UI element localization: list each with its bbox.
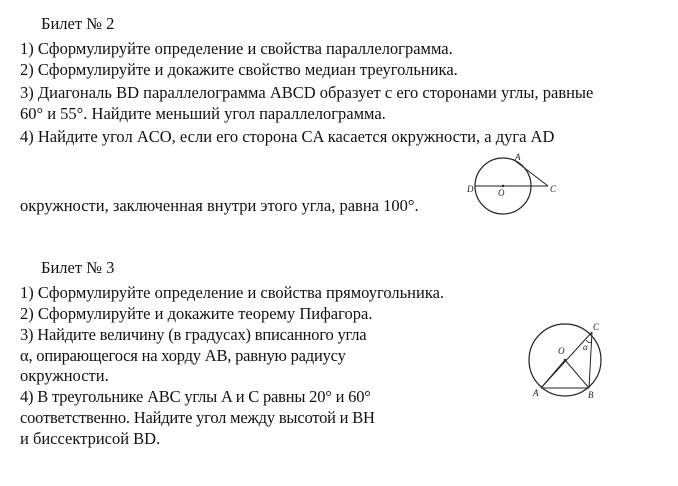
center-point [564,359,566,361]
ticket-3-item-2: 2) Сформулируйте и докажите теорему Пифагора. [20,304,373,323]
inscribed-angle-figure [525,318,615,408]
label-a: A [515,152,521,162]
tangent-circle-figure [467,148,580,228]
label-d: D [467,184,474,194]
radius-ob [565,360,589,388]
label-c: C [550,184,557,194]
ticket-2-item-3: 3) Диагональ BD параллелограмма ABCD образует с его сторонами углы, равные [20,83,594,102]
ticket-2-item-2: 2) Сформулируйте и докажите свойство медиан треугольника. [20,60,458,79]
ticket-3-item-1: 1) Сформулируйте определение и свойства прямоугольника. [20,283,445,302]
ticket-2-item-4: 4) Найдите угол ACO, если его сторона CA касается окружности, а дуга AD [20,127,555,146]
ticket-3-item-4-cont: соответственно. Найдите угол между высотой и BH [20,408,375,427]
label-alpha: α [583,342,588,352]
center-point [502,185,504,187]
ticket-2-item-1: 1) Сформулируйте определение и свойства параллелограмма. [20,39,453,58]
label-a: A [533,388,539,398]
ticket-2-item-4-cont: окружности, заключенная внутри этого угла, равна 100°. [20,196,419,215]
ticket-3-item-3: 3) Найдите величину (в градусах) вписанного угла [20,325,367,344]
ticket-3-title: Билет № 3 [41,258,115,277]
line-ca [541,332,592,388]
label-b: B [588,390,594,400]
ticket-3-item-3-cont2: окружности. [20,366,109,385]
label-o: O [558,346,565,356]
label-c: C [593,322,600,332]
ticket-3-item-4: 4) В треугольнике ABC углы A и C равны 20° и 60° [20,387,371,406]
ticket-3-item-4-cont2: и биссектрисой BD. [20,429,161,448]
line-cb [589,332,592,388]
ticket-3-item-3-cont: α, опирающегося на хорду AB, равную радиусу [20,346,346,365]
ticket-2-title: Билет № 2 [41,14,115,33]
label-o: O [498,188,505,198]
ticket-2-item-3-cont: 60° и 55°. Найдите меньший угол параллелограмма. [20,104,386,123]
